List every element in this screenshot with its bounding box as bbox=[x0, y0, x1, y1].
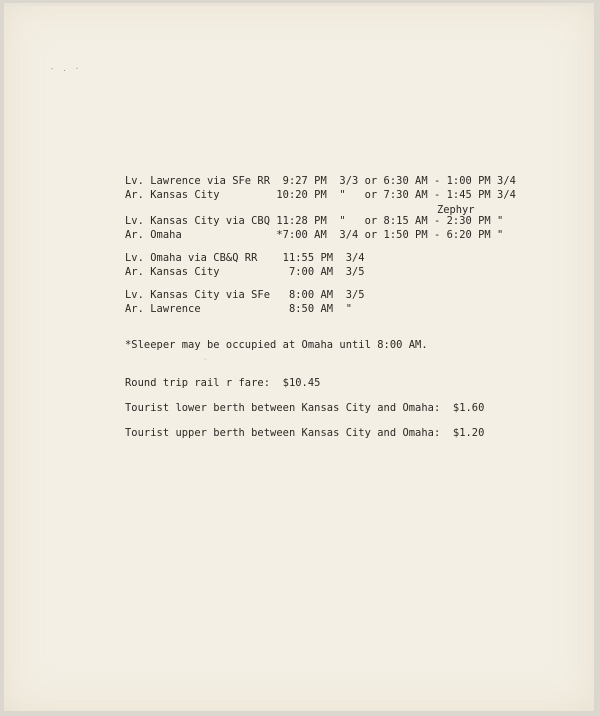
schedule-line-7: Lv. Kansas City via SFe 8:00 AM 3/5 bbox=[125, 289, 365, 301]
corner-mark: - . · bbox=[50, 65, 82, 73]
faint-mark: ‸ bbox=[204, 351, 207, 360]
schedule-line-2: Ar. Kansas City 10:20 PM " or 7:30 AM - 1:45 PM 3/4 bbox=[125, 189, 516, 201]
schedule-line-3: Lv. Kansas City via CBQ 11:28 PM " or 8:15 AM - 2:30 PM " bbox=[125, 215, 504, 227]
fare-upper-berth: Tourist upper berth between Kansas City and Omaha: $1.20 bbox=[125, 427, 485, 439]
sleeper-note: *Sleeper may be occupied at Omaha until 8:00 AM. bbox=[125, 339, 428, 351]
document-page bbox=[4, 3, 594, 711]
schedule-line-6: Ar. Kansas City 7:00 AM 3/5 bbox=[125, 266, 365, 278]
schedule-line-8: Ar. Lawrence 8:50 AM " bbox=[125, 303, 353, 315]
schedule-line-1: Lv. Lawrence via SFe RR 9:27 PM 3/3 or 6:30 AM - 1:00 PM 3/4 bbox=[125, 175, 516, 187]
page-top-edge bbox=[4, 3, 594, 6]
fare-round-trip: Round trip rail r fare: $10.45 bbox=[125, 377, 321, 389]
schedule-line-5: Lv. Omaha via CB&Q RR 11:55 PM 3/4 bbox=[125, 252, 365, 264]
schedule-line-4: Ar. Omaha *7:00 AM 3/4 or 1:50 PM - 6:20 PM " bbox=[125, 229, 504, 241]
zephyr-note: Zephyr bbox=[437, 204, 475, 216]
fare-lower-berth: Tourist lower berth between Kansas City and Omaha: $1.60 bbox=[125, 402, 485, 414]
